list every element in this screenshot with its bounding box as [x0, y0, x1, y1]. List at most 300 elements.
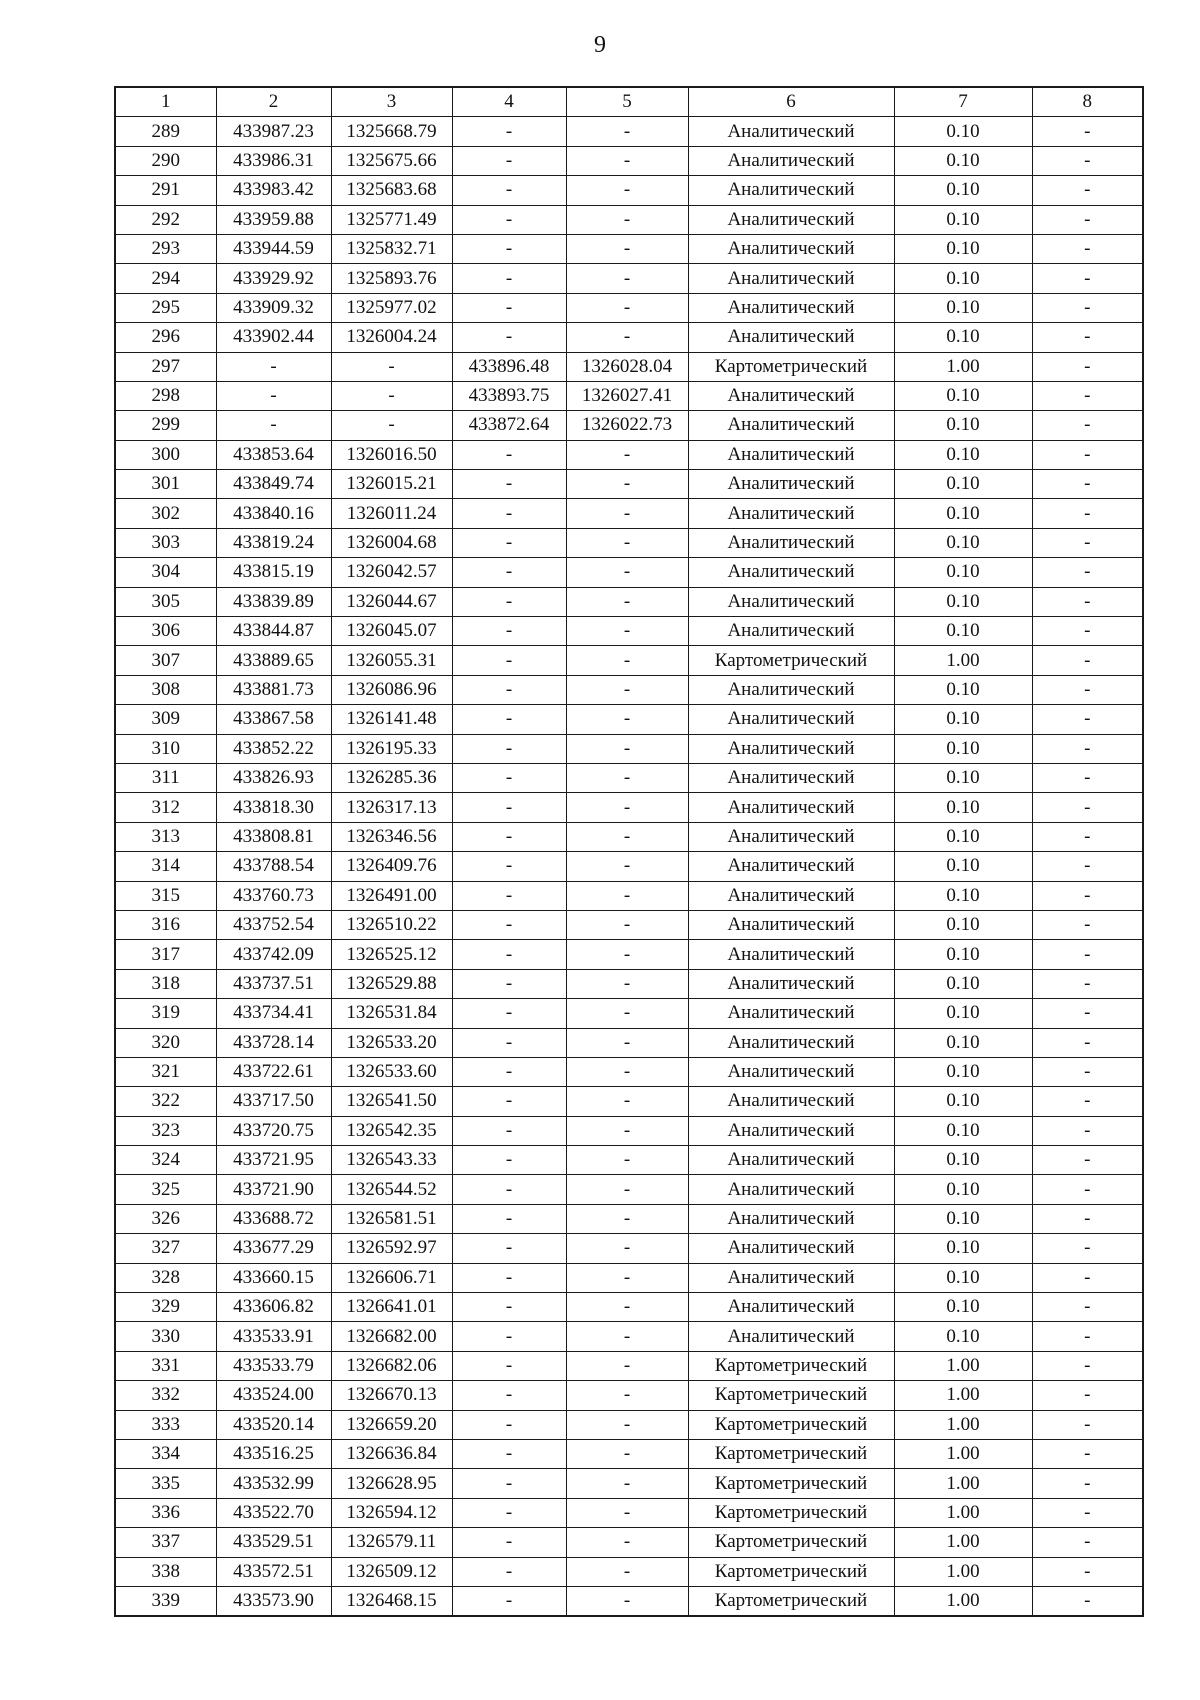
table-cell: Аналитический [688, 264, 894, 293]
table-cell: 1325675.66 [331, 146, 452, 175]
table-cell: 0.10 [894, 1175, 1032, 1204]
table-cell: 1.00 [894, 1439, 1032, 1468]
table-cell: - [1032, 881, 1143, 910]
table-cell: 333 [115, 1410, 216, 1439]
table-cell: Аналитический [688, 1293, 894, 1322]
table-cell: 302 [115, 499, 216, 528]
table-row [115, 852, 1143, 881]
table-cell: - [452, 470, 566, 499]
table-cell: - [1032, 1381, 1143, 1410]
table-cell: - [566, 205, 688, 234]
table-row [115, 528, 1143, 557]
column-header-2: 2 [216, 87, 331, 117]
table-cell: - [1032, 1293, 1143, 1322]
table-row [115, 470, 1143, 499]
table-cell: - [1032, 205, 1143, 234]
table-cell: 1326533.20 [331, 1028, 452, 1057]
table-cell: 1325771.49 [331, 205, 452, 234]
table-cell: - [566, 146, 688, 175]
table-cell: 321 [115, 1057, 216, 1086]
table-cell: 1326195.33 [331, 734, 452, 763]
table-cell: 1326659.20 [331, 1410, 452, 1439]
table-row [115, 381, 1143, 410]
table-cell: 319 [115, 999, 216, 1028]
table-cell: 1326086.96 [331, 675, 452, 704]
table-cell: - [1032, 1146, 1143, 1175]
table-cell: - [452, 1175, 566, 1204]
table-cell: - [331, 352, 452, 381]
table-row [115, 499, 1143, 528]
table-cell: 433734.41 [216, 999, 331, 1028]
table-cell: 1326346.56 [331, 822, 452, 851]
table-cell: 433722.61 [216, 1057, 331, 1086]
table-cell: 433815.19 [216, 558, 331, 587]
table-cell: 433533.79 [216, 1351, 331, 1380]
table-cell: - [452, 264, 566, 293]
table-row [115, 881, 1143, 910]
table-cell: 433881.73 [216, 675, 331, 704]
table-cell: 1326491.00 [331, 881, 452, 910]
table-cell: 433839.89 [216, 587, 331, 616]
table-cell: - [452, 822, 566, 851]
table-cell: 315 [115, 881, 216, 910]
table-cell: 1326028.04 [566, 352, 688, 381]
table-cell: 433983.42 [216, 176, 331, 205]
table-cell: Аналитический [688, 1087, 894, 1116]
table-row [115, 1057, 1143, 1086]
table-cell: 332 [115, 1381, 216, 1410]
table-cell: Аналитический [688, 763, 894, 792]
table-row [115, 1175, 1143, 1204]
table-cell: Аналитический [688, 1116, 894, 1145]
table-cell: - [1032, 999, 1143, 1028]
table-row [115, 999, 1143, 1028]
table-cell: 310 [115, 734, 216, 763]
table-cell: 1326543.33 [331, 1146, 452, 1175]
table-cell: - [566, 1293, 688, 1322]
table-row [115, 352, 1143, 381]
table-cell: - [566, 1322, 688, 1351]
table-cell: 1326592.97 [331, 1234, 452, 1263]
table-cell: 293 [115, 234, 216, 263]
table-cell: 1326022.73 [566, 411, 688, 440]
table-cell: - [566, 910, 688, 939]
table-row [115, 1557, 1143, 1586]
table-cell: 0.10 [894, 1204, 1032, 1233]
table-cell: 1326542.35 [331, 1116, 452, 1145]
table-cell: 0.10 [894, 234, 1032, 263]
table-cell: Аналитический [688, 999, 894, 1028]
table-cell: - [566, 1557, 688, 1586]
table-cell: - [452, 1263, 566, 1292]
table-cell: - [452, 1057, 566, 1086]
table-cell: - [1032, 1528, 1143, 1557]
table-header-row [115, 87, 1143, 117]
table-cell: 433893.75 [452, 381, 566, 410]
table-cell: - [1032, 1057, 1143, 1086]
table-cell: - [452, 1498, 566, 1527]
table-cell: 433677.29 [216, 1234, 331, 1263]
table-cell: - [452, 881, 566, 910]
table-cell: 1326044.67 [331, 587, 452, 616]
table-cell: - [452, 1293, 566, 1322]
table-cell: Аналитический [688, 1028, 894, 1057]
table-cell: - [452, 1351, 566, 1380]
table-cell: - [566, 969, 688, 998]
table-cell: - [452, 617, 566, 646]
table-cell: 433533.91 [216, 1322, 331, 1351]
table-cell: 0.10 [894, 793, 1032, 822]
table-cell: - [452, 763, 566, 792]
table-cell: Аналитический [688, 411, 894, 440]
table-cell: 329 [115, 1293, 216, 1322]
table-cell: - [566, 1381, 688, 1410]
table-cell: - [566, 1234, 688, 1263]
table-cell: 1325683.68 [331, 176, 452, 205]
table-cell: 0.10 [894, 1057, 1032, 1086]
table-cell: - [452, 999, 566, 1028]
table-row [115, 1498, 1143, 1527]
table-cell: - [566, 1087, 688, 1116]
table-cell: - [566, 293, 688, 322]
column-header-7: 7 [894, 87, 1032, 117]
table-cell: 1.00 [894, 1557, 1032, 1586]
table-cell: - [452, 176, 566, 205]
table-cell: 1.00 [894, 1586, 1032, 1616]
coordinates-table [114, 86, 1144, 1617]
table-cell: - [452, 1116, 566, 1145]
table-cell: 304 [115, 558, 216, 587]
table-cell: 325 [115, 1175, 216, 1204]
table-cell: Аналитический [688, 381, 894, 410]
table-cell: Аналитический [688, 234, 894, 263]
table-cell: 1.00 [894, 1381, 1032, 1410]
table-cell: 0.10 [894, 1087, 1032, 1116]
table-cell: 309 [115, 705, 216, 734]
table-cell: Картометрический [688, 1586, 894, 1616]
table-cell: - [566, 881, 688, 910]
table-cell: - [566, 264, 688, 293]
table-cell: Картометрический [688, 646, 894, 675]
table-cell: - [566, 176, 688, 205]
table-cell: - [1032, 381, 1143, 410]
table-cell: 292 [115, 205, 216, 234]
column-header-8: 8 [1032, 87, 1143, 117]
table-cell: 1325977.02 [331, 293, 452, 322]
table-cell: Аналитический [688, 734, 894, 763]
table-cell: Аналитический [688, 499, 894, 528]
table-cell: 0.10 [894, 558, 1032, 587]
table-cell: - [566, 705, 688, 734]
table-cell: Картометрический [688, 1528, 894, 1557]
table-cell: 1.00 [894, 1528, 1032, 1557]
table-cell: Аналитический [688, 705, 894, 734]
table-row [115, 1322, 1143, 1351]
table-cell: 0.10 [894, 910, 1032, 939]
table-cell: - [1032, 734, 1143, 763]
table-cell: 314 [115, 852, 216, 881]
table-cell: 433721.90 [216, 1175, 331, 1204]
table-cell: - [452, 1146, 566, 1175]
table-cell: - [1032, 440, 1143, 469]
table-cell: - [452, 910, 566, 939]
table-cell: 1326533.60 [331, 1057, 452, 1086]
table-cell: 308 [115, 675, 216, 704]
table-cell: 0.10 [894, 999, 1032, 1028]
table-cell: 0.10 [894, 440, 1032, 469]
table-cell: 324 [115, 1146, 216, 1175]
table-cell: 433688.72 [216, 1204, 331, 1233]
table-cell: Аналитический [688, 822, 894, 851]
table-cell: - [1032, 617, 1143, 646]
table-cell: - [452, 1234, 566, 1263]
table-cell: 297 [115, 352, 216, 381]
table-cell: 322 [115, 1087, 216, 1116]
table-cell: 335 [115, 1469, 216, 1498]
table-cell: 433826.93 [216, 763, 331, 792]
table-cell: 1.00 [894, 1498, 1032, 1527]
table-cell: 0.10 [894, 1116, 1032, 1145]
table-cell: 433742.09 [216, 940, 331, 969]
table-cell: - [566, 1057, 688, 1086]
table-cell: Картометрический [688, 1351, 894, 1380]
table-cell: 323 [115, 1116, 216, 1145]
table-cell: - [1032, 822, 1143, 851]
table-cell: - [1032, 675, 1143, 704]
table-cell: - [1032, 470, 1143, 499]
table-cell: - [566, 763, 688, 792]
table-cell: 433752.54 [216, 910, 331, 939]
table-cell: 294 [115, 264, 216, 293]
table-cell: 433844.87 [216, 617, 331, 646]
table-cell: Аналитический [688, 852, 894, 881]
table-cell: 0.10 [894, 264, 1032, 293]
table-cell: 295 [115, 293, 216, 322]
table-cell: 1326594.12 [331, 1498, 452, 1527]
table-row [115, 1028, 1143, 1057]
table-cell: 0.10 [894, 1263, 1032, 1292]
table-cell: 0.10 [894, 293, 1032, 322]
table-cell: 1326285.36 [331, 763, 452, 792]
table-cell: 1326509.12 [331, 1557, 452, 1586]
table-cell: - [452, 1439, 566, 1468]
table-row [115, 969, 1143, 998]
table-cell: 1326606.71 [331, 1263, 452, 1292]
table-cell: Аналитический [688, 910, 894, 939]
table-cell: 433896.48 [452, 352, 566, 381]
table-cell: 1326636.84 [331, 1439, 452, 1468]
table-cell: - [1032, 499, 1143, 528]
table-cell: Аналитический [688, 1322, 894, 1351]
table-cell: 338 [115, 1557, 216, 1586]
table-cell: Аналитический [688, 323, 894, 352]
table-cell: Аналитический [688, 146, 894, 175]
table-row [115, 146, 1143, 175]
table-cell: - [1032, 1469, 1143, 1498]
table-cell: 1326628.95 [331, 1469, 452, 1498]
table-cell: 1326581.51 [331, 1204, 452, 1233]
table-cell: 433929.92 [216, 264, 331, 293]
table-cell: Аналитический [688, 440, 894, 469]
table-cell: 433819.24 [216, 528, 331, 557]
table-cell: 326 [115, 1204, 216, 1233]
table-cell: 1.00 [894, 646, 1032, 675]
table-cell: Аналитический [688, 470, 894, 499]
table-cell: - [216, 381, 331, 410]
table-row [115, 1293, 1143, 1322]
table-cell: Картометрический [688, 1557, 894, 1586]
table-cell: - [1032, 1087, 1143, 1116]
table-cell: 433853.64 [216, 440, 331, 469]
table-cell: Аналитический [688, 969, 894, 998]
table-cell: Аналитический [688, 675, 894, 704]
table-cell: 1326016.50 [331, 440, 452, 469]
table-cell: 1326015.21 [331, 470, 452, 499]
table-cell: - [1032, 1498, 1143, 1527]
table-cell: Аналитический [688, 881, 894, 910]
table-cell: 0.10 [894, 822, 1032, 851]
table-cell: 0.10 [894, 117, 1032, 146]
table-cell: - [1032, 793, 1143, 822]
table-cell: - [452, 587, 566, 616]
table-cell: 0.10 [894, 1028, 1032, 1057]
column-header-1: 1 [115, 87, 216, 117]
table-row [115, 176, 1143, 205]
table-cell: 1325832.71 [331, 234, 452, 263]
table-cell: 290 [115, 146, 216, 175]
table-cell: - [566, 1498, 688, 1527]
table-cell: Аналитический [688, 1204, 894, 1233]
table-cell: 0.10 [894, 205, 1032, 234]
table-cell: - [566, 1469, 688, 1498]
table-cell: 433520.14 [216, 1410, 331, 1439]
table-cell: - [452, 852, 566, 881]
table-cell: - [1032, 1351, 1143, 1380]
table-cell: - [566, 1410, 688, 1439]
table-cell: - [566, 1204, 688, 1233]
table-row [115, 1410, 1143, 1439]
table-row [115, 734, 1143, 763]
table-cell: 0.10 [894, 528, 1032, 557]
table-cell: - [566, 117, 688, 146]
table-cell: - [566, 793, 688, 822]
table-cell: 1326579.11 [331, 1528, 452, 1557]
table-cell: 1326670.13 [331, 1381, 452, 1410]
table-cell: 299 [115, 411, 216, 440]
table-row [115, 646, 1143, 675]
table-cell: 0.10 [894, 940, 1032, 969]
table-cell: 1.00 [894, 1469, 1032, 1498]
table-cell: - [566, 499, 688, 528]
table-cell: - [452, 1381, 566, 1410]
table-cell: - [331, 381, 452, 410]
table-cell: - [452, 1087, 566, 1116]
table-cell: - [452, 1028, 566, 1057]
table-row [115, 910, 1143, 939]
table-cell: 433737.51 [216, 969, 331, 998]
table-cell: 0.10 [894, 1293, 1032, 1322]
table-cell: - [1032, 705, 1143, 734]
table-cell: Аналитический [688, 617, 894, 646]
table-cell: 0.10 [894, 763, 1032, 792]
table-cell: - [566, 852, 688, 881]
table-cell: 317 [115, 940, 216, 969]
table-cell: 337 [115, 1528, 216, 1557]
table-cell: 433808.81 [216, 822, 331, 851]
table-cell: 0.10 [894, 411, 1032, 440]
table-cell: 433728.14 [216, 1028, 331, 1057]
table-cell: - [1032, 940, 1143, 969]
table-cell: - [452, 734, 566, 763]
table-cell: 1325668.79 [331, 117, 452, 146]
table-cell: 433660.15 [216, 1263, 331, 1292]
table-row [115, 1263, 1143, 1292]
table-cell: - [331, 411, 452, 440]
table-cell: - [566, 1146, 688, 1175]
table-cell: - [566, 999, 688, 1028]
table-cell: 305 [115, 587, 216, 616]
table-cell: 1.00 [894, 1410, 1032, 1439]
table-cell: Аналитический [688, 940, 894, 969]
table-cell: 0.10 [894, 705, 1032, 734]
table-cell: - [1032, 293, 1143, 322]
table-cell: - [566, 558, 688, 587]
table-cell: 433944.59 [216, 234, 331, 263]
table-cell: 1326004.24 [331, 323, 452, 352]
table-cell: - [566, 617, 688, 646]
table-cell: Картометрический [688, 1381, 894, 1410]
table-row [115, 793, 1143, 822]
table-cell: Аналитический [688, 117, 894, 146]
table-cell: 320 [115, 1028, 216, 1057]
table-cell: 289 [115, 117, 216, 146]
table-cell: 433522.70 [216, 1498, 331, 1527]
column-header-6: 6 [688, 87, 894, 117]
table-cell: 1326055.31 [331, 646, 452, 675]
table-cell: 1326510.22 [331, 910, 452, 939]
table-cell: 328 [115, 1263, 216, 1292]
table-cell: 433529.51 [216, 1528, 331, 1557]
table-row [115, 1469, 1143, 1498]
table-cell: 0.10 [894, 587, 1032, 616]
table-cell: - [1032, 646, 1143, 675]
table-cell: - [566, 1028, 688, 1057]
table-cell: 433849.74 [216, 470, 331, 499]
table-cell: - [452, 499, 566, 528]
table-cell: 0.10 [894, 381, 1032, 410]
table-cell: - [452, 205, 566, 234]
column-header-5: 5 [566, 87, 688, 117]
table-cell: 0.10 [894, 470, 1032, 499]
table-row [115, 1528, 1143, 1557]
table-cell: Аналитический [688, 793, 894, 822]
column-header-3: 3 [331, 87, 452, 117]
table-cell: - [566, 675, 688, 704]
table-cell: - [452, 969, 566, 998]
table-cell: - [1032, 234, 1143, 263]
table-cell: 1326317.13 [331, 793, 452, 822]
table-cell: 1326011.24 [331, 499, 452, 528]
table-cell: Аналитический [688, 528, 894, 557]
table-cell: - [452, 234, 566, 263]
table-cell: - [566, 1351, 688, 1380]
table-cell: - [1032, 1322, 1143, 1351]
table-cell: 1326641.01 [331, 1293, 452, 1322]
table-cell: 296 [115, 323, 216, 352]
table-cell: - [1032, 146, 1143, 175]
table-cell: 433818.30 [216, 793, 331, 822]
table-cell: 0.10 [894, 969, 1032, 998]
